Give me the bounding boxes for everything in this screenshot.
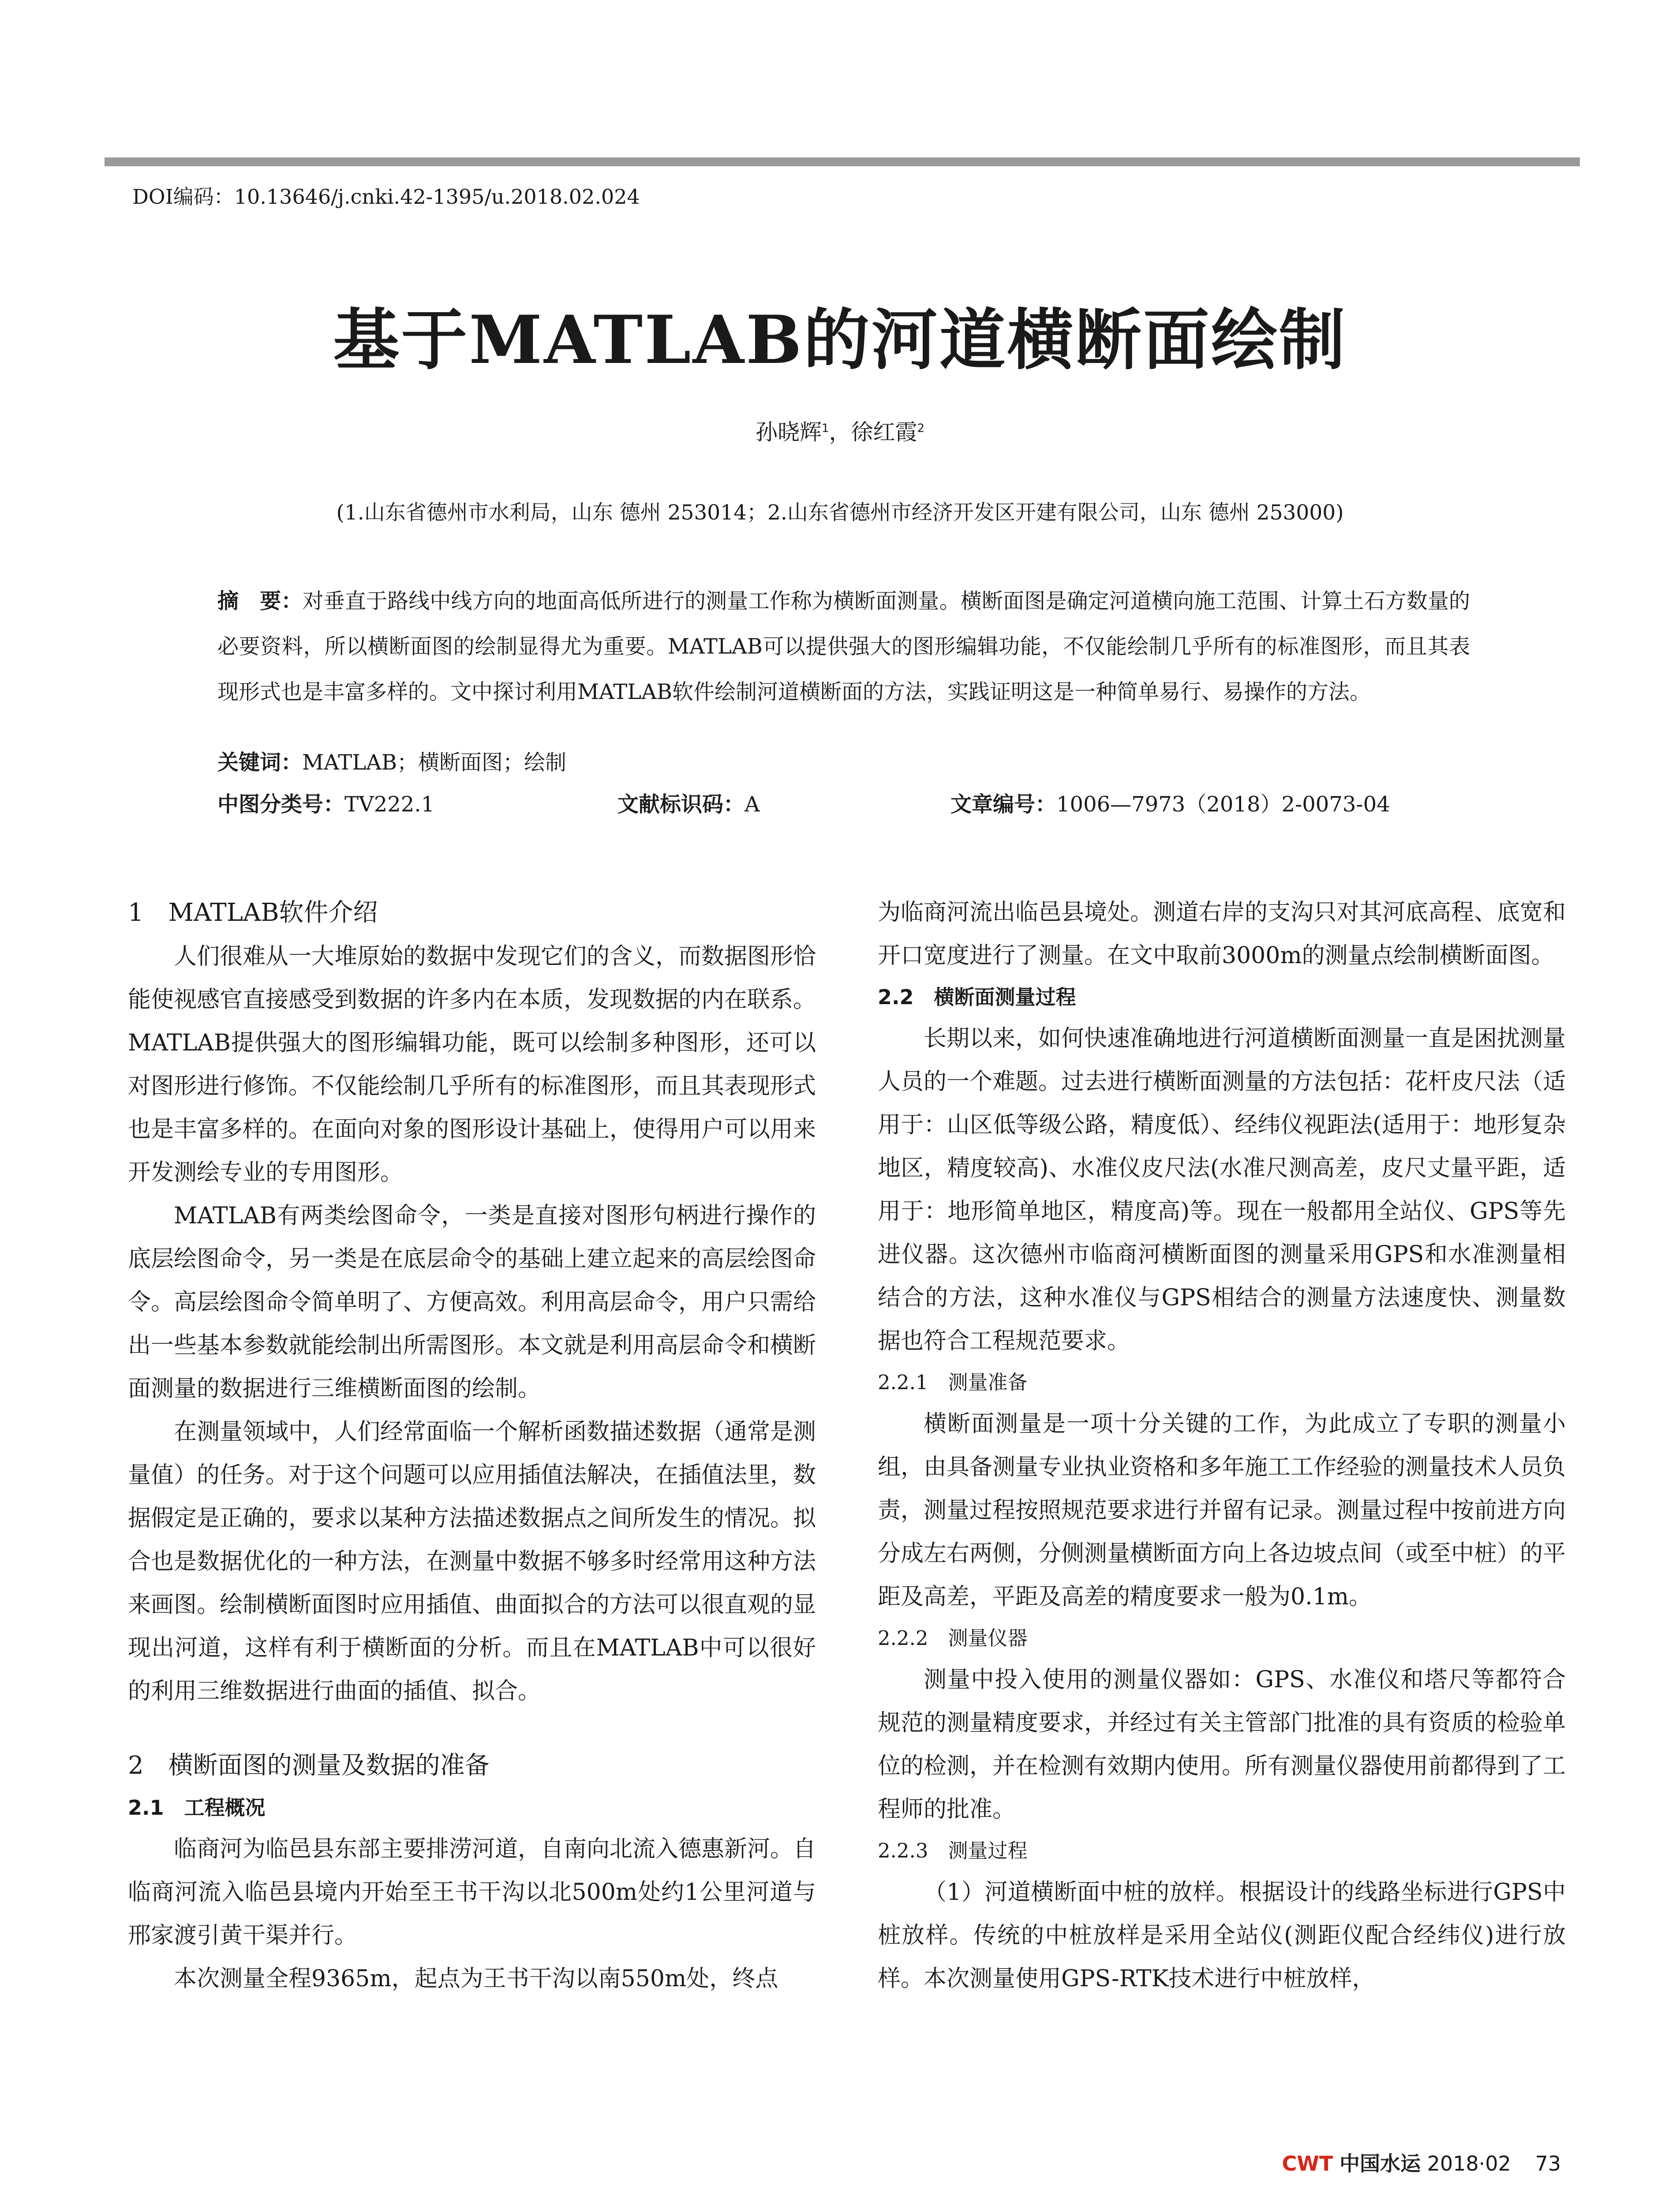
keywords	[217, 745, 566, 776]
paragraph: MATLAB有两类绘图命令，一类是直接对图形句柄进行操作的底层绘图命令，另一类是在底层命令的基础上建立起来的高层绘图命令。高层绘图命令简单明了、方便高效。利用高层命令，用户只需给出一些基本参数就能绘制出所需图形。本文就是利用高层命令和横断面测量的数据进行三维横断面图的绘制。	[128, 1203, 816, 1402]
keywords-text: MATLAB；横断面图；绘制	[302, 750, 567, 775]
paragraph: 本次测量全程9365m，起点为王书干沟以南550m处，终点	[174, 1966, 778, 1992]
article-number	[950, 787, 1390, 818]
authors	[0, 415, 1680, 446]
doc-code-value: A	[745, 792, 760, 817]
clc-number	[217, 787, 434, 818]
journal-logo: CWT	[1282, 2152, 1333, 2175]
author-2-mark: 2	[917, 422, 925, 435]
author-1: 孙晓辉	[755, 419, 822, 445]
subsection-heading-2-1: 2.1 工程概况	[128, 1796, 266, 1820]
paragraph: 长期以来，如何快速准确地进行河道横断面测量一直是困扰测量人员的一个难题。过去进行横断面测量的方法包括：花杆皮尺法（适用于：山区低等级公路，精度低）、经纬仪视距法(适用于：地形复杂地区，精度较高)、水准仪皮尺法(水准尺测高差，皮尺丈量平距，适用于：地形简单地区，精度高)等。现在一般都用全站仪、GPS等先进仪器。这次德州市临商河横断面图的测量采用GPS和水准测量相结合的方法，这种水准仪与GPS相结合的测量方法速度快、测量数据也符合工程规范要求。	[878, 1025, 1566, 1354]
subsection-heading-2-2-2: 2.2.2 测量仪器	[878, 1626, 1028, 1650]
subsection-heading-2-2: 2.2 横断面测量过程	[878, 985, 1076, 1009]
author-1-mark: 1	[821, 422, 829, 435]
section-gap	[128, 1713, 816, 1744]
paragraph: 横断面测量是一项十分关键的工作，为此成立了专职的测量小组，由具备测量专业执业资格和多年施工工作经验的测量技术人员负责，测量过程按照规范要求进行并留有记录。测量过程中按前进方向分成左右两侧，分侧测量横断面方向上各边坡点间（或至中桩）的平距及高差，平距及高差的精度要求一般为0.1m。	[878, 1411, 1566, 1610]
paragraph: 在测量领域中，人们经常面临一个解析函数描述数据（通常是测量值）的任务。对于这个问题可以应用插值法解决，在插值法里，数据假定是正确的，要求以某种方法描述数据点之间所发生的情况。拟合也是数据优化的一种方法，在测量中数据不够多时经常用这种方法来画图。绘制横断面图时应用插值、曲面拟合的方法可以很直观的显现出河道，这样有利于横断面的分析。而且在MATLAB中可以很好的利用三维数据进行曲面的插值、拟合。	[128, 1419, 816, 1704]
keywords-label: 关键词：	[217, 750, 303, 775]
article-number-label: 文章编号：	[950, 792, 1057, 817]
affiliation: (1.山东省德州市水利局，山东 德州 253014；2.山东省德州市经济开发区开建有限公司，山东 德州 253000)	[336, 501, 1344, 525]
page-footer	[1282, 2148, 1561, 2177]
clc-label: 中图分类号：	[217, 792, 345, 817]
paragraph: （1）河道横断面中桩的放样。根据设计的线路坐标进行GPS中桩放样。传统的中桩放样是采用全站仪(测距仪配合经纬仪)进行放样。本次测量使用GPS-RTK技术进行中桩放样，	[878, 1879, 1566, 1992]
paragraph: 人们很难从一大堆原始的数据中发现它们的含义，而数据图形恰能使视感官直接感受到数据的许多内在本质，发现数据的内在联系。MATLAB提供强大的图形编辑功能，既可以绘制多种图形，还可以对图形进行修饰。不仅能绘制几乎所有的标准图形，而且其表现形式也是丰富多样的。在面向对象的图形设计基础上，使得用户可以用来开发测绘专业的专用图形。	[128, 943, 816, 1186]
document-code	[617, 787, 760, 818]
article-number-value: 1006—7973（2018）2-0073-04	[1056, 792, 1390, 817]
left-column	[128, 891, 816, 2000]
right-column	[878, 891, 1566, 2000]
section-heading-2: 2 横断面图的测量及数据的准备	[128, 1751, 490, 1780]
paragraph: 临商河为临邑县东部主要排涝河道，自南向北流入德惠新河。自临商河流入临邑县境内开始至王书干沟以北500m处约1公里河道与邢家渡引黄干渠并行。	[128, 1836, 816, 1949]
author-separator: ，	[829, 419, 851, 445]
section-heading-1: 1 MATLAB软件介绍	[128, 898, 378, 927]
abstract	[217, 579, 1470, 715]
journal-issue: 2018·02	[1427, 2152, 1511, 2175]
page-number: 73	[1535, 2152, 1561, 2175]
author-2: 徐红霞	[851, 419, 917, 445]
abstract-text: 对垂直于路线中线方向的地面高低所进行的测量工作称为横断面测量。横断面图是确定河道横向施工范围、计算土石方数量的必要资料，所以横断面图的绘制显得尤为重要。MATLAB可以提供强大的图形编辑功能，不仅能绘制几乎所有的标准图形，而且其表现形式也是丰富多样的。文中探讨利用MATLAB软件绘制河道横断面的方法，实践证明这是一种简单易行、易操作的方法。	[217, 589, 1470, 704]
doi: DOI编码：10.13646/j.cnki.42-1395/u.2018.02.024	[132, 185, 640, 209]
subsection-heading-2-2-3: 2.2.3 测量过程	[878, 1839, 1028, 1862]
doc-code-label: 文献标识码：	[617, 792, 745, 817]
header-rule	[105, 157, 1580, 166]
paragraph: 为临商河流出临邑县境处。测道右岸的支沟只对其河底高程、底宽和开口宽度进行了测量。在文中取前3000m的测量点绘制横断面图。	[878, 899, 1566, 969]
paper-title: 基于MATLAB的河道横断面绘制	[333, 301, 1347, 379]
paragraph: 测量中投入使用的测量仪器如：GPS、水准仪和塔尺等都符合规范的测量精度要求，并经过有关主管部门批准的具有资质的检验单位的检测，并在检测有效期内使用。所有测量仪器使用前都得到了工程师的批准。	[878, 1667, 1566, 1823]
journal-name: 中国水运	[1339, 2152, 1421, 2175]
abstract-label: 摘 要：	[217, 589, 303, 613]
subsection-heading-2-2-1: 2.2.1 测量准备	[878, 1371, 1028, 1394]
clc-value: TV222.1	[344, 792, 435, 817]
